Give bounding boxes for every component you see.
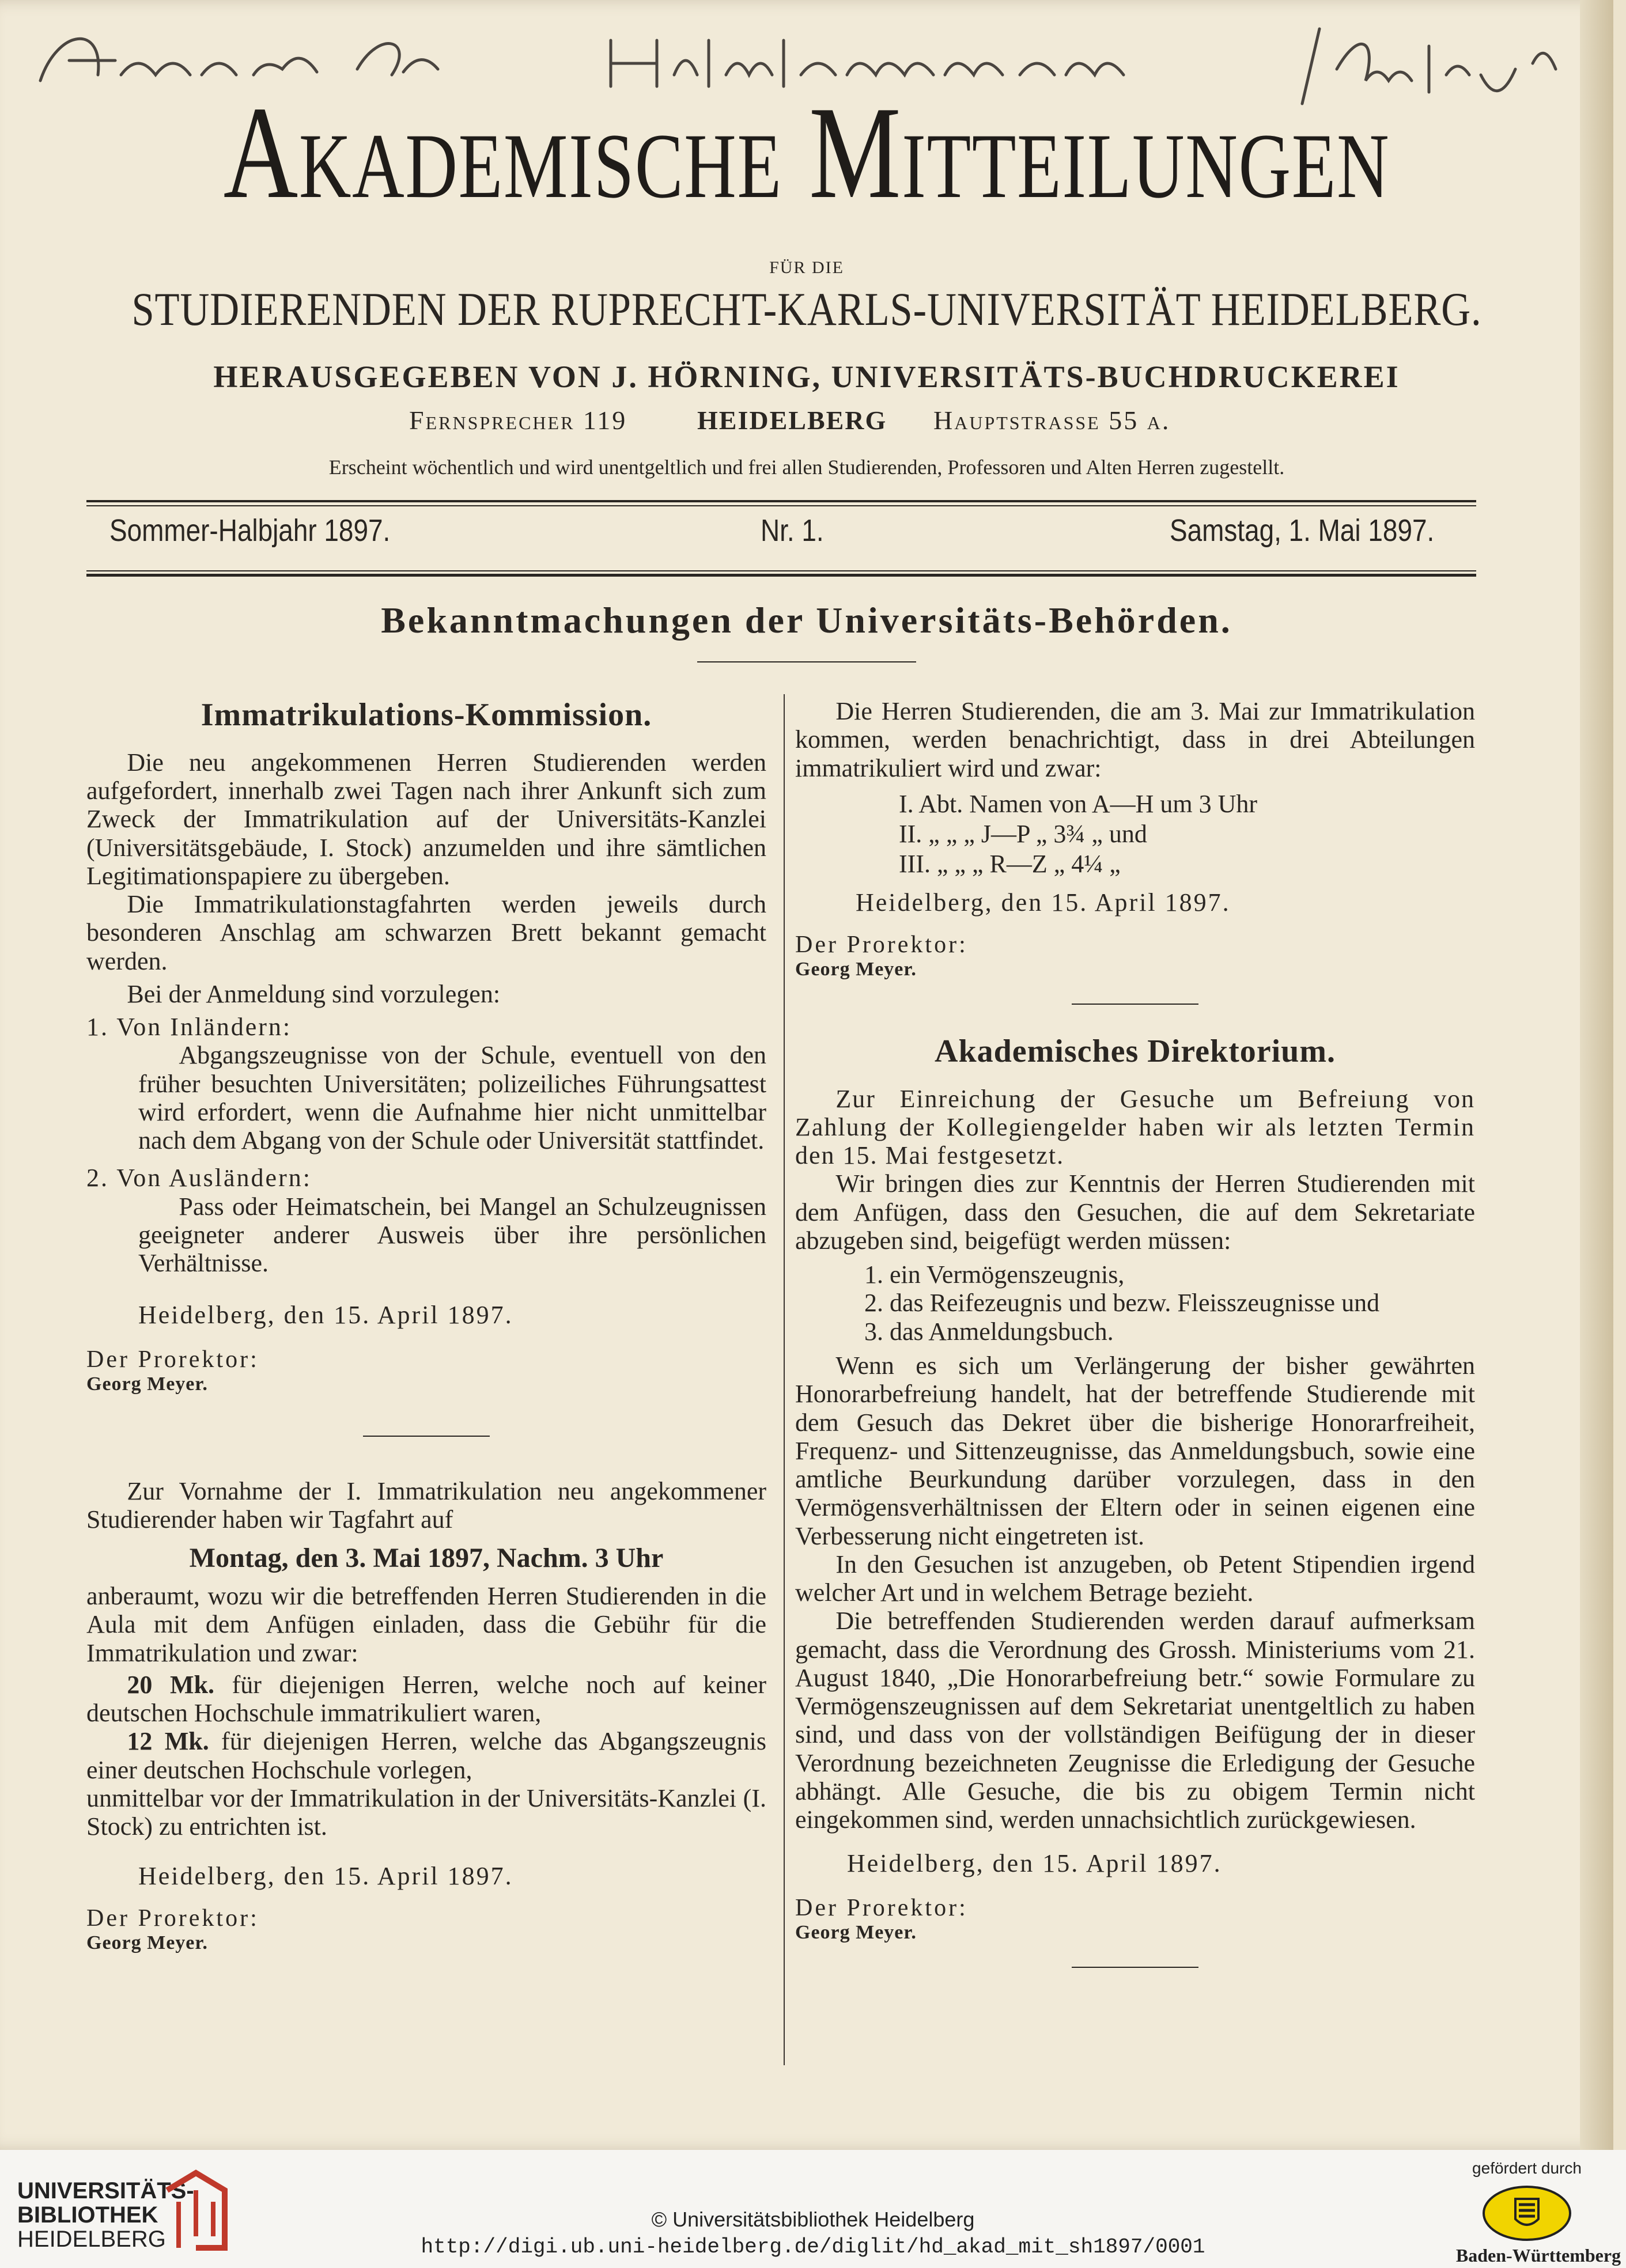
item-auslaendern-label: 2. Von Ausländern: [86, 1164, 312, 1192]
section-heading: Bekanntmachungen der Universitäts-Behörden. [381, 600, 1232, 641]
issue-semester: Sommer-Halbjahr 1897. [109, 513, 391, 548]
required-item-2: 2. das Reifezeugnis und bezw. Fleisszeugnisse und [864, 1289, 1380, 1317]
fee-20-amount: 20 Mk. [127, 1670, 214, 1699]
left-signer-1: Der Prorektor: [86, 1346, 259, 1373]
library-line-2: BIBLIOTHEK [17, 2202, 158, 2228]
right-signer-name-1: Georg Meyer. [795, 958, 917, 980]
digitization-footer [0, 2150, 1626, 2268]
right-paragraph-3: Wir bringen dies zur Kenntnis der Herren Studierenden mit dem Anfügen, dass den Gesuchen, die auf dem Sekretariate abzugeben sind, beigefügt werden müssen: [795, 1169, 1475, 1255]
left-paragraph-6: unmittelbar vor der Immatrikulation in der Universitäts-Kanzlei (I. Stock) zu entrichten ist. [86, 1784, 766, 1841]
state-coat-of-arms-icon [1481, 2184, 1573, 2242]
source-url[interactable]: http://digi.ub.uni-heidelberg.de/diglit/hd_akad_mit_sh1897/0001 [421, 2235, 1205, 2259]
masthead-notice: Erscheint wöchentlich und wird unentgeltlich und frei allen Studierenden, Professoren und Alten Herren zugestellt. [328, 456, 1285, 479]
right-column [795, 697, 1475, 1987]
right-paragraph-4: Wenn es sich um Verlängerung der bisher gewährten Honorarbefreiung handelt, hat der betreffende Studierende mit dem Gesuch das Dekret über die bisherige Honorarfreiheit, Frequenz- und Sittenzeugnisse, das Anmeldungsbuch, sowie eine amtliche Beurkundung darüber vorzulegen, dass in den Vermögensverhältnissen der Eltern oder in seinen eigenen eine Verbesserung nicht eingetreten ist. [795, 1351, 1475, 1550]
right-signer-name-2: Georg Meyer. [795, 1921, 917, 1943]
left-paragraph-3: Bei der Anmeldung sind vorzulegen: [127, 979, 501, 1008]
top-rule-thin [86, 505, 1476, 506]
fee-12-amount: 12 Mk. [127, 1727, 209, 1756]
heading-immatrikulation: Immatrikulations-Kommission. [201, 697, 652, 733]
right-place-date-2: Heidelberg, den 15. April 1897. [847, 1849, 1222, 1877]
left-paragraph-2: Die Immatrikulationstagfahrten werden jeweils durch besonderen Anschlag am schwarzen Brett bekannt gemacht werden. [86, 890, 766, 975]
bottom-rule [86, 574, 1476, 577]
left-separator [363, 1436, 490, 1437]
right-separator-2 [1072, 1967, 1198, 1968]
left-paragraph-4: Zur Vornahme der I. Immatrikulation neu angekommener Studierender haben wir Tagfahrt auf [86, 1476, 766, 1534]
masthead-phone: Fernsprecher 119 [409, 406, 627, 435]
fee-12-text: für diejenigen Herren, welche das Abgangszeugnis einer deutschen Hochschule vorlegen, [86, 1727, 767, 1784]
right-paragraph-2: Zur Einreichung der Gesuche um Befreiung von Zahlung der Kollegiengelder haben wir als letzten Termin den 15. Mai festgesetzt. [795, 1084, 1475, 1170]
heading-divider [697, 661, 916, 662]
copyright-text: © Universitätsbibliothek Heidelberg [651, 2208, 975, 2231]
masthead-fuer-die: FÜR DIE [769, 258, 844, 277]
masthead-title: Akademische Mitteilungen [223, 79, 1390, 226]
right-place-date-1: Heidelberg, den 15. April 1897. [856, 888, 1231, 917]
required-item-1: 1. ein Vermögenszeugnis, [864, 1260, 1125, 1289]
left-signer-name-1: Georg Meyer. [86, 1373, 208, 1395]
right-paragraph-6: Die betreffenden Studierenden werden darauf aufmerksam gemacht, dass die Verordnung des Grossh. Ministeriums vom 21. August 1840, „Die Honorarbefreiung betr.“ sowie Formulare zu Vermögenszeugnissen auf dem Sekretariat unentgeltlich zu haben sind, und dass von der vollständigen Beifügung der in dieser Verordnung bezeichneten Zeugnisse die Erledigung der Gesuche abhängt. Alle Gesuche, die bis zu obigem Termin nicht eingekommen sind, werden unnachsichtlich zurückgewiesen. [795, 1607, 1475, 1834]
left-signer-name-2: Georg Meyer. [86, 1932, 208, 1953]
division-table [899, 789, 1475, 879]
left-place-date-2: Heidelberg, den 15. April 1897. [138, 1861, 513, 1890]
left-paragraph-1: Die neu angekommenen Herren Studierenden werden aufgefordert, innerhalb zwei Tagen nach ihrer Ankunft sich zum Zweck der Immatrikulation auf der Universitäts-Kanzlei (Universitätsgebäude, I. Stock) anzumelden und ihre sämtlichen Legitimationspapiere zu übergeben. [86, 748, 766, 890]
page-edge [1580, 0, 1613, 2150]
masthead-address: Hauptstrasse 55 a. [933, 406, 1171, 435]
right-paragraph-5: In den Gesuchen ist anzugeben, ob Petent Stipendien irgend welcher Art und in welchem Betrage bezieht. [795, 1550, 1475, 1607]
item-inlaendern-text: Abgangszeugnisse von der Schule, eventuell von den früher besuchten Universitäten; polizeiliches Führungsattest wird erfordert, wenn die Aufnahme hier nicht unmittelbar nach dem Abgang von der Schule oder Universität stattfindet. [138, 1041, 766, 1155]
required-item-3: 3. das Anmeldungsbuch. [864, 1317, 1114, 1346]
right-signer-2: Der Prorektor: [795, 1894, 968, 1921]
state-name: Baden-Württemberg [1455, 2245, 1621, 2266]
right-paragraph-1: Die Herren Studierenden, die am 3. Mai zur Immatrikulation kommen, werden benachrichtigt, dass in drei Abteilungen immatrikuliert wird und zwar: [795, 697, 1475, 782]
left-date-line: Montag, den 3. Mai 1897, Nachm. 3 Uhr [189, 1543, 664, 1574]
left-signer-2: Der Prorektor: [86, 1904, 259, 1932]
issue-number: Nr. 1. [761, 513, 824, 548]
heading-direktorium: Akademisches Direktorium. [935, 1033, 1336, 1069]
fee-20-text: für diejenigen Herren, welche noch auf keiner deutschen Hochschule immatrikuliert waren, [86, 1670, 767, 1728]
division-row-1: I. Abt. Namen von A—H um 3 Uhr [899, 789, 1258, 818]
issue-date: Samstag, 1. Mai 1897. [1170, 513, 1435, 548]
right-separator-1 [1072, 1004, 1198, 1005]
item-inlaendern-label: 1. Von Inländern: [86, 1013, 292, 1042]
masthead-publisher: HERAUSGEGEBEN VON J. HÖRNING, UNIVERSITÄTS-BUCHDRUCKEREI [213, 359, 1400, 394]
item-auslaendern-text: Pass oder Heimatschein, bei Mangel an Schulzeugnissen geeigneter anderer Ausweis über ihre persönlichen Verhältnisse. [138, 1192, 766, 1278]
column-divider [784, 694, 785, 2065]
library-line-3: HEIDELBERG [17, 2227, 166, 2252]
left-column [86, 697, 766, 1954]
masthead-subtitle: STUDIERENDEN DER RUPRECHT-KARLS-UNIVERSITÄT HEIDELBERG. [131, 283, 1482, 335]
funded-by-label: gefördert durch [1472, 2159, 1582, 2177]
library-line-1: UNIVERSITÄTS- [17, 2178, 194, 2203]
right-signer-1: Der Prorektor: [795, 931, 968, 958]
division-row-2: II. „ „ „ J—P „ 3¾ „ und [899, 819, 1147, 848]
left-paragraph-5: anberaumt, wozu wir die betreffenden Herren Studierenden in die Aula mit dem Anfügen einladen, dass die Gebühr für die Immatrikulation und zwar: [86, 1582, 766, 1667]
division-row-3: III. „ „ „ R—Z „ 4¼ „ [899, 849, 1121, 878]
bottom-rule-thin [86, 570, 1476, 571]
left-place-date-1: Heidelberg, den 15. April 1897. [138, 1300, 513, 1329]
top-rule [86, 500, 1476, 502]
masthead-city: HEIDELBERG [697, 406, 887, 435]
